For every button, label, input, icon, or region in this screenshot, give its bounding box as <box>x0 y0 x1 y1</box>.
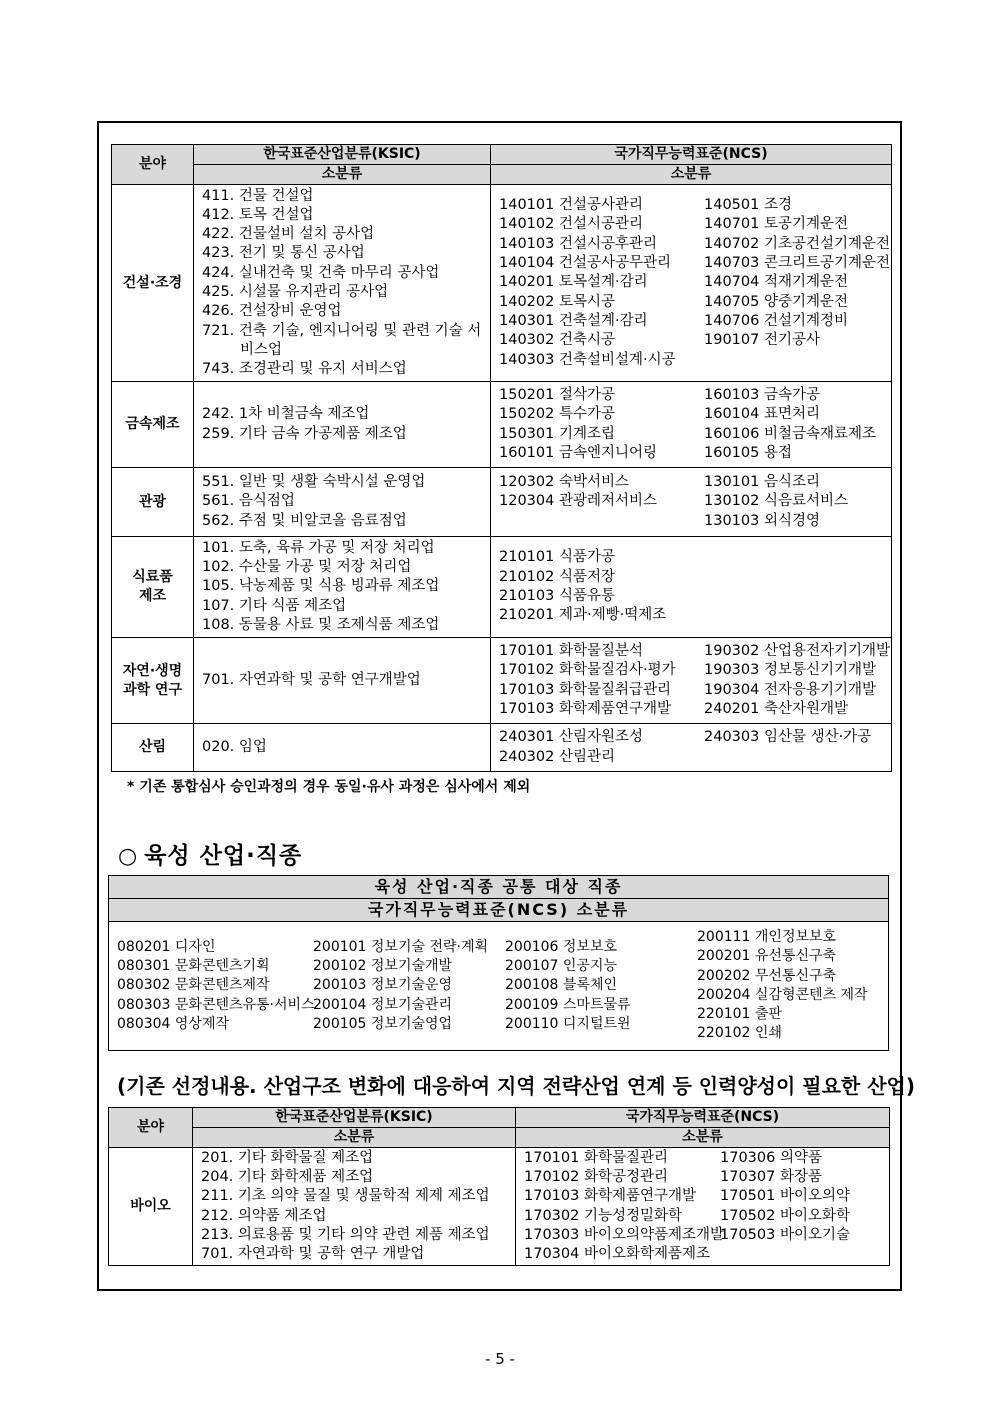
list-item: 412. 토목 건설업 <box>202 206 314 223</box>
ksic-cell <box>194 382 491 468</box>
common-title: 육성 산업·직종 공통 대상 직종 <box>109 876 889 899</box>
table-row <box>112 185 892 382</box>
header-ksic: 한국표준산업분류(KSIC) <box>193 1108 516 1128</box>
footnote: * 기존 통합심사 승인과정의 경우 동일·유사 과정은 심사에서 제외 <box>127 779 531 795</box>
list-item: 212. 의약품 제조업 <box>201 1207 327 1224</box>
ncs-cell <box>491 638 892 724</box>
list-item: 170307 화장품 <box>720 1168 822 1185</box>
header-ksic: 한국표준산업분류(KSIC) <box>194 145 491 165</box>
list-item: 160105 용접 <box>704 444 792 461</box>
list-item: 080301 문화콘텐츠기획 <box>117 957 270 974</box>
list-item: 200108 블록체인 <box>505 977 617 994</box>
list-item: 426. 건설장비 운영업 <box>202 303 342 320</box>
list-item: 160103 금속가공 <box>704 386 820 403</box>
list-item: 259. 기타 금속 가공제품 제조업 <box>202 425 407 442</box>
ksic-list <box>194 187 490 380</box>
list-item: 200103 정보기술운영 <box>313 977 453 994</box>
ksic-cell <box>194 724 491 772</box>
ksic-list <box>193 1149 515 1265</box>
list-item: 140706 건설기계정비 <box>704 312 849 329</box>
ncs-cell <box>491 537 892 638</box>
list-item: 200111 개인정보보호 <box>697 929 837 945</box>
list-item: 220102 인쇄 <box>697 1025 782 1042</box>
list-item: 190303 정보통신기기개발 <box>704 662 877 679</box>
header-ksic-sub: 소분류 <box>193 1128 516 1148</box>
list-item: 210103 식품유통 <box>499 588 615 604</box>
list-item: 120302 숙박서비스 <box>499 474 629 491</box>
list-item: 140701 토공기계운전 <box>704 216 849 233</box>
list-item: 170101 화학물질분석 <box>499 642 644 659</box>
list-item: 721. 건축 기술, 엔지니어링 및 관련 기술 서비스업 <box>202 322 482 358</box>
list-item: 170304 바이오화학제품제조 <box>524 1246 711 1263</box>
list-item: 101. 도축, 육류 가공 및 저장 처리업 <box>202 539 435 556</box>
list-item: 701. 자연과학 및 공학 연구개발업 <box>202 671 421 688</box>
bio-table <box>108 1107 890 1266</box>
list-item: 140501 조경 <box>704 197 792 214</box>
header-field: 분야 <box>109 1108 193 1148</box>
industry-table <box>111 144 892 772</box>
list-item: 140102 건설시공관리 <box>499 216 644 233</box>
list-item: 140301 건축설계·감리 <box>499 312 648 329</box>
ncs-cell <box>491 382 892 468</box>
list-item: 150202 특수가공 <box>499 406 615 423</box>
list-item: 213. 의료용품 및 기타 의약 관련 제품 제조업 <box>201 1226 490 1243</box>
section-title-text: 육성 산업·직종 <box>144 843 303 869</box>
ncs-list <box>704 196 890 370</box>
field-cell: 식료품 제조 <box>112 537 194 638</box>
list-item: 140703 콘크리트공기계운전 <box>704 255 891 272</box>
list-item: 200107 인공지능 <box>505 957 617 974</box>
field-cell: 산림 <box>112 724 194 772</box>
list-item: 200104 정보기술관리 <box>313 996 453 1013</box>
ncs-list <box>499 386 704 463</box>
header-ksic-sub: 소분류 <box>194 165 491 185</box>
list-item: 160101 금속엔지니어링 <box>499 444 658 461</box>
list-item: 211. 기초 의약 물질 및 생물학적 제제 제조업 <box>201 1188 490 1205</box>
ksic-list <box>194 405 490 444</box>
ncs-cell <box>491 185 892 382</box>
list-item: 170302 기능성정밀화학 <box>524 1207 683 1224</box>
list-item: 150301 기계조립 <box>499 425 615 442</box>
ncs-list <box>704 728 871 767</box>
list-item: 190304 전자응용기기개발 <box>704 681 877 698</box>
ksic-cell <box>194 537 491 638</box>
list-item: 108. 동물용 사료 및 조제식품 제조업 <box>202 616 440 633</box>
ncs-cell <box>491 468 892 537</box>
ksic-cell <box>194 185 491 382</box>
list-item: 140202 토목시공 <box>499 293 615 310</box>
list-item: 200202 무선통신구축 <box>697 967 837 984</box>
ksic-list <box>194 738 490 757</box>
list-item: 200106 정보보호 <box>505 938 617 955</box>
list-item: 425. 시설물 유지관리 공사업 <box>202 284 389 300</box>
header-ncs-sub: 소분류 <box>491 165 892 185</box>
list-item: 170503 바이오기술 <box>720 1226 850 1243</box>
common-column <box>117 928 313 1044</box>
ksic-cell <box>194 638 491 724</box>
field-cell: 건설·조경 <box>112 185 194 382</box>
list-item: 551. 일반 및 생활 숙박시설 운영업 <box>202 474 426 491</box>
list-item: 102. 수산물 가공 및 저장 처리업 <box>202 559 412 576</box>
list-item: 105. 낙농제품 및 식용 빙과류 제조업 <box>202 578 440 595</box>
list-item: 080304 영상제작 <box>117 1015 229 1032</box>
list-item: 200204 실감형콘텐츠 제작 <box>697 986 868 1003</box>
list-item: 204. 기타 화학제품 제조업 <box>201 1168 374 1185</box>
ncs-cell <box>516 1148 890 1266</box>
ksic-list <box>194 671 490 690</box>
ksic-list <box>194 539 490 635</box>
list-item: 140101 건설공사관리 <box>499 197 644 214</box>
list-item: 170103 화학제품연구개발 <box>524 1188 697 1205</box>
ncs-list <box>704 642 890 719</box>
list-item: 120304 관광레저서비스 <box>499 493 658 510</box>
ncs-list <box>499 548 704 625</box>
list-item: 170303 바이오의약품제조개발 <box>524 1226 725 1243</box>
list-item: 170306 의약품 <box>720 1149 822 1166</box>
list-item: 170103 화학제품연구개발 <box>499 700 672 717</box>
list-item: 242. 1차 비철금속 제조업 <box>202 406 370 423</box>
list-item: 130103 외식경영 <box>704 512 820 529</box>
list-item: 701. 자연과학 및 공학 연구 개발업 <box>201 1246 425 1263</box>
page-number: - 5 - <box>485 1350 515 1368</box>
list-item: 743. 조경관리 및 유지 서비스업 <box>202 361 407 378</box>
list-item: 080201 디자인 <box>117 938 216 955</box>
header-ncs-sub: 소분류 <box>516 1128 890 1148</box>
table-row <box>112 537 892 638</box>
header-ncs: 국가직무능력표준(NCS) <box>491 145 892 165</box>
list-item: 080302 문화콘텐츠제작 <box>117 977 270 994</box>
list-item: 200102 정보기술개발 <box>313 957 453 974</box>
ncs-list <box>499 642 704 719</box>
list-item: 240301 산림자원조성 <box>499 729 644 746</box>
list-item: 561. 음식점업 <box>202 493 295 510</box>
list-item: 200105 정보기술영업 <box>313 1015 453 1032</box>
list-item: 170501 바이오의약 <box>720 1188 850 1205</box>
list-item: 201. 기타 화학물질 제조업 <box>201 1149 374 1166</box>
list-item: 150201 절삭가공 <box>499 386 615 403</box>
common-column <box>505 928 697 1044</box>
list-item: 140303 건축설비설계·시공 <box>499 351 676 368</box>
ksic-list <box>194 473 490 531</box>
list-item: 210201 제과·제빵·떡제조 <box>499 607 667 624</box>
ksic-cell <box>194 468 491 537</box>
list-item: 170102 화학공정관리 <box>524 1168 669 1185</box>
list-item: 210102 식품저장 <box>499 568 615 585</box>
list-item: 140302 건축시공 <box>499 332 615 349</box>
list-item: 170502 바이오화학 <box>720 1207 850 1224</box>
list-item: 130101 음식조리 <box>704 474 820 491</box>
list-item: 170103 화학물질취급관리 <box>499 681 672 698</box>
common-occupations-table <box>108 875 889 1051</box>
circle-bullet-icon: ○ <box>118 844 139 869</box>
list-item: 411. 건물 건설업 <box>202 187 314 204</box>
list-item: 130102 식음료서비스 <box>704 493 849 510</box>
ncs-list <box>524 1149 725 1265</box>
list-item: 200101 정보기술 전략·계획 <box>313 938 488 955</box>
common-column <box>697 928 868 1044</box>
ncs-list <box>499 196 704 370</box>
field-cell: 자연·생명 과학 연구 <box>112 638 194 724</box>
table-row <box>109 1148 890 1266</box>
list-item: 140201 토목설계·감리 <box>499 274 648 291</box>
ncs-list <box>499 473 704 531</box>
header-field: 분야 <box>112 145 194 185</box>
ncs-list <box>704 386 876 463</box>
list-item: 240302 산림관리 <box>499 748 615 765</box>
list-item: 190107 전기공사 <box>704 332 820 349</box>
list-item: 140104 건설공사공무관리 <box>499 255 672 272</box>
common-column <box>313 928 505 1044</box>
list-item: 200110 디지털트윈 <box>505 1015 631 1032</box>
field-cell: 바이오 <box>109 1148 193 1266</box>
list-item: 220101 출판 <box>697 1006 782 1023</box>
table-row <box>112 638 892 724</box>
table-row <box>112 382 892 468</box>
header-ncs: 국가직무능력표준(NCS) <box>516 1108 890 1128</box>
table-row <box>112 724 892 772</box>
list-item: 140705 양중기계운전 <box>704 293 849 310</box>
list-item: 107. 기타 식품 제조업 <box>202 597 347 614</box>
list-item: 080303 문화콘텐츠유통·서비스 <box>117 996 315 1013</box>
list-item: 240303 임산물 생산·가공 <box>704 729 872 746</box>
list-item: 160104 표면처리 <box>704 406 820 423</box>
list-item: 140702 기초공건설기계운전 <box>704 235 891 252</box>
field-cell: 관광 <box>112 468 194 537</box>
list-item: 210101 식품가공 <box>499 549 615 566</box>
list-item: 020. 임업 <box>202 738 267 755</box>
list-item: 170101 화학물질관리 <box>524 1149 669 1166</box>
section-title <box>118 837 302 870</box>
list-item: 200201 유선통신구축 <box>697 948 837 965</box>
list-item: 160106 비철금속재료제조 <box>704 425 877 442</box>
ncs-cell <box>491 724 892 772</box>
list-item: 423. 전기 및 통신 공사업 <box>202 245 365 262</box>
ncs-list <box>720 1149 850 1265</box>
common-subtitle: 국가직무능력표준(NCS) 소분류 <box>109 899 889 922</box>
list-item: 140103 건설시공후관리 <box>499 235 658 252</box>
list-item: 140704 적재기계운전 <box>704 274 849 291</box>
common-body <box>109 922 889 1051</box>
ncs-list <box>499 728 704 767</box>
list-item: 170102 화학물질검사·평가 <box>499 662 676 679</box>
field-cell: 금속제조 <box>112 382 194 468</box>
subheading: (기존 선정내용. 산업구조 변화에 대응하여 지역 전략산업 연계 등 인력양성이 필요한 산업) <box>117 1074 915 1098</box>
list-item: 240201 축산자원개발 <box>704 700 849 717</box>
list-item: 422. 건물설비 설치 공사업 <box>202 226 375 243</box>
list-item: 424. 실내건축 및 건축 마무리 공사업 <box>202 264 440 281</box>
ncs-list <box>704 473 848 531</box>
list-item: 200109 스마트물류 <box>505 996 631 1013</box>
list-item: 190302 산업용전자기기개발 <box>704 642 891 659</box>
ksic-cell <box>193 1148 516 1266</box>
table-row <box>112 468 892 537</box>
list-item: 562. 주점 및 비알코올 음료점업 <box>202 512 407 529</box>
